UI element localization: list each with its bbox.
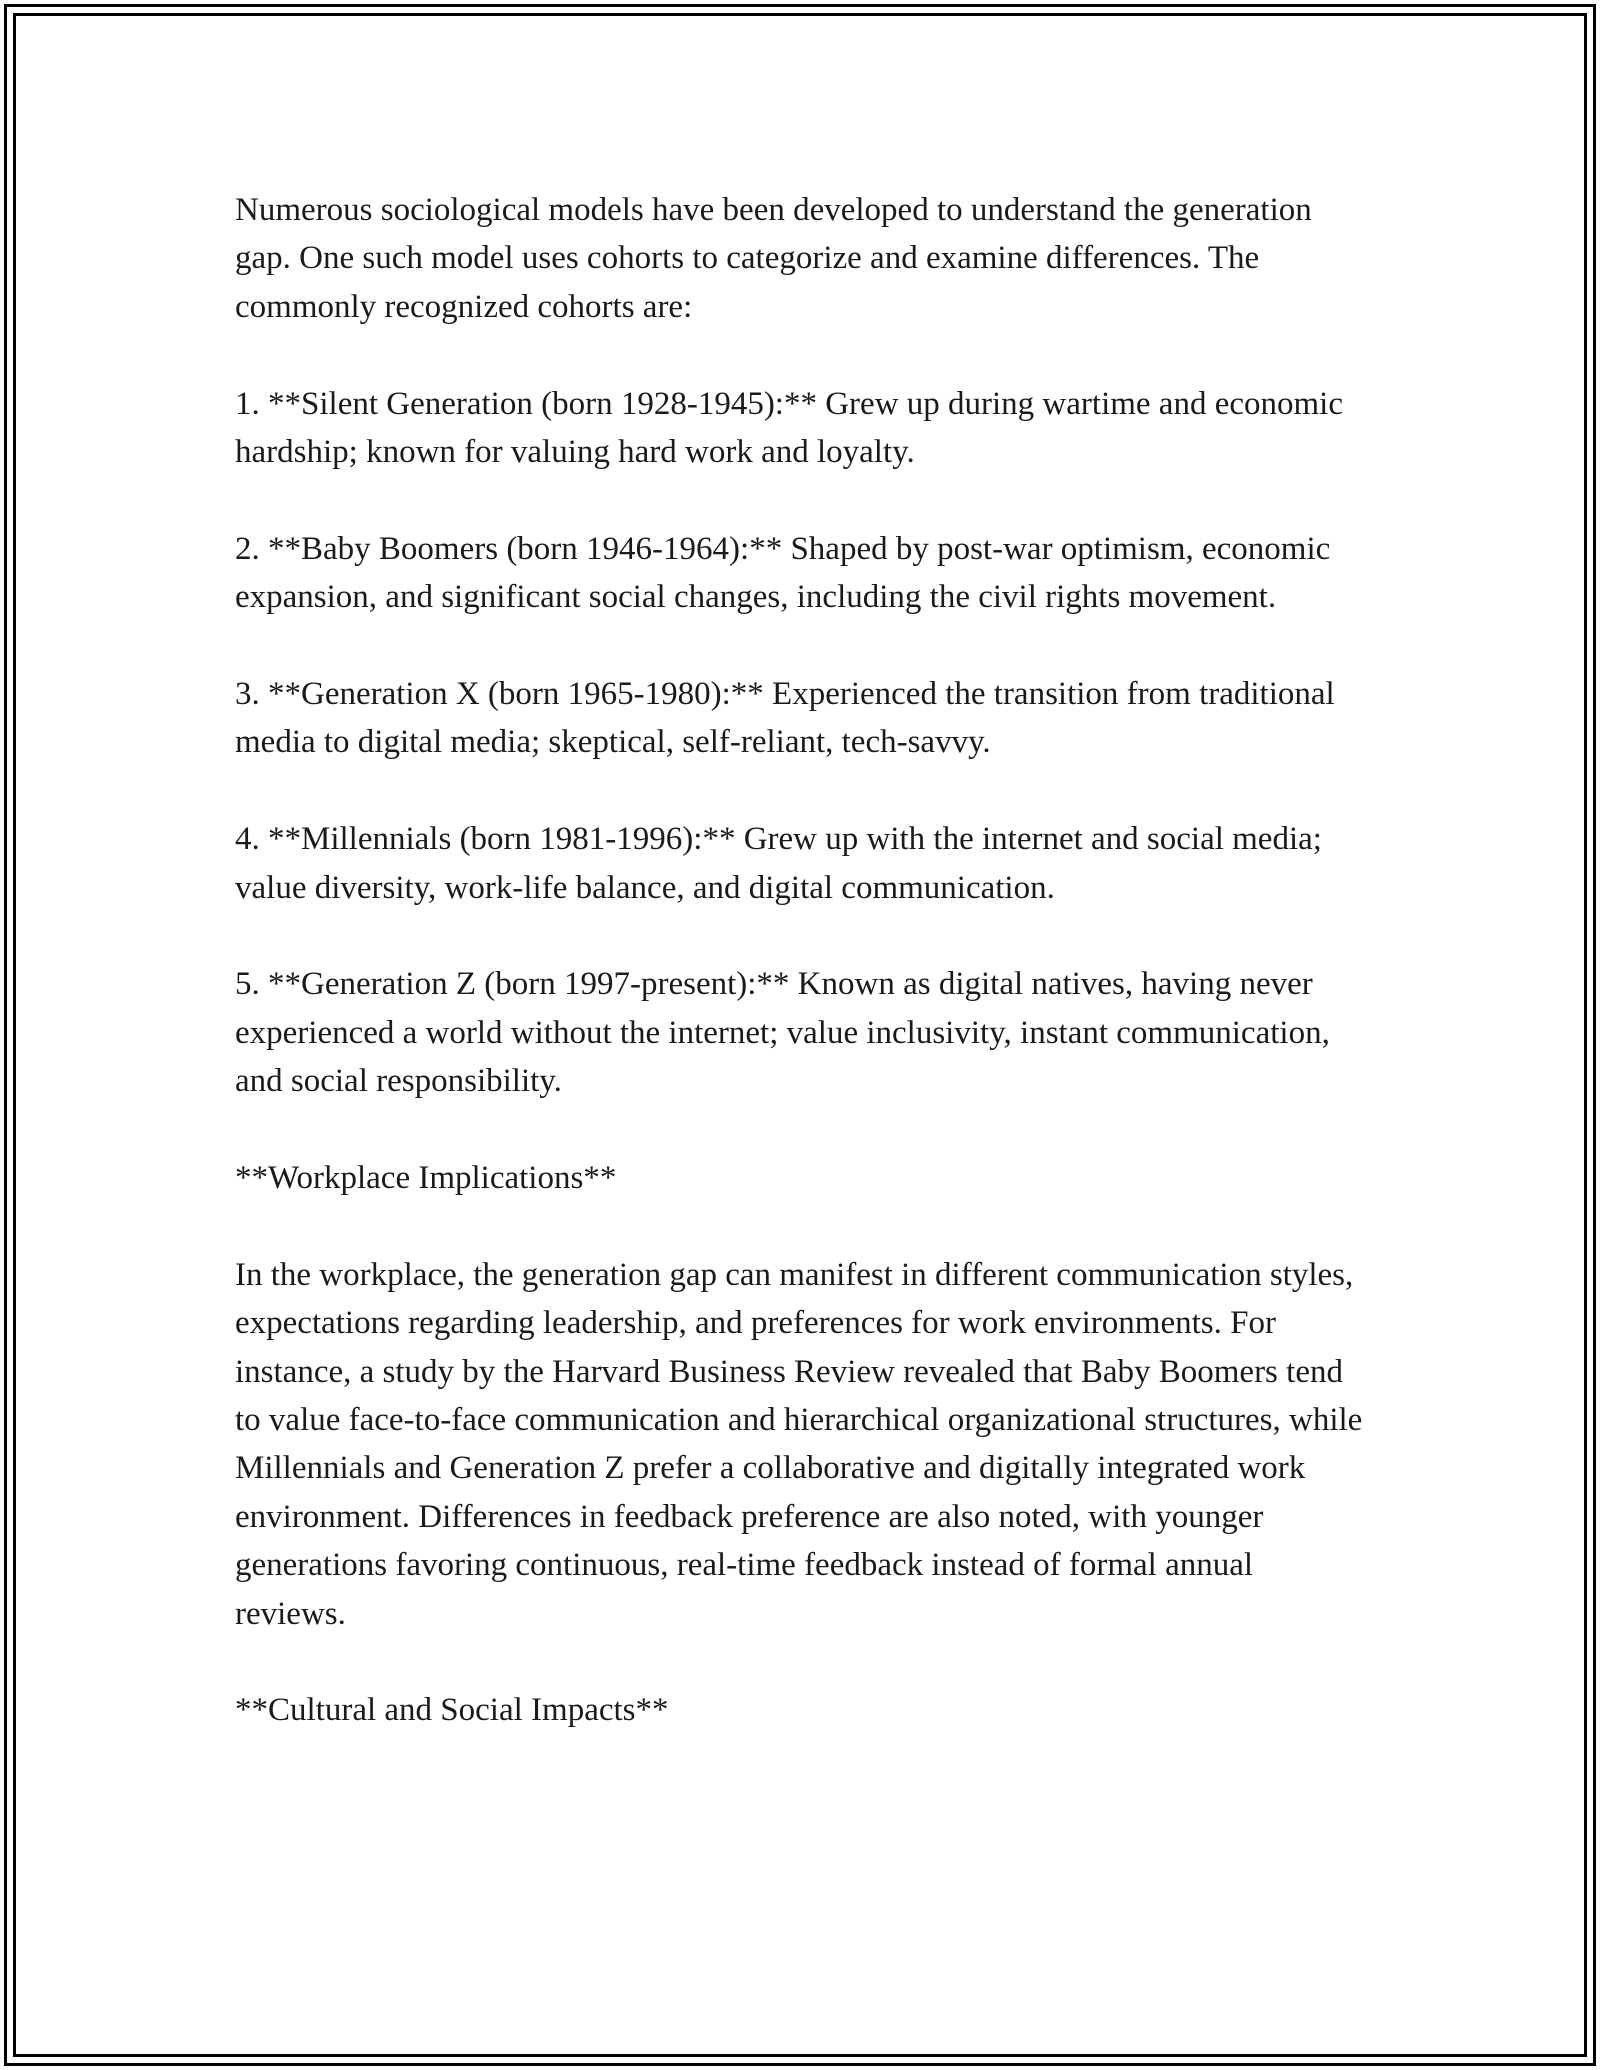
heading-workplace-implications: **Workplace Implications** (235, 1160, 617, 1197)
cohort-silent-generation: 1. **Silent Generation (born 1928-1945):** Grew up during wartime and economic hardship; known for valuing hard work and loyalty. (235, 385, 1343, 471)
document-body (235, 186, 1365, 1783)
intro-paragraph: Numerous sociological models have been developed to understand the generation gap. One such model uses cohorts to categorize and examine differences. The commonly recognized cohorts are: (235, 192, 1312, 325)
cohort-baby-boomers: 2. **Baby Boomers (born 1946-1964):** Shaped by post-war optimism, economic expansion, and significant social changes, including the civil rights movement. (235, 530, 1331, 616)
heading-cultural-social-impacts: **Cultural and Social Impacts** (235, 1692, 669, 1729)
cohort-millennials: 4. **Millennials (born 1981-1996):** Grew up with the internet and social media; value diversity, work-life balance, and digital communication. (235, 821, 1322, 906)
cohort-generation-x: 3. **Generation X (born 1965-1980):** Experienced the transition from traditional media to digital media; skeptical, self-reliant, tech-savvy. (235, 676, 1335, 761)
workplace-paragraph: In the workplace, the generation gap can manifest in different communication styles, expectations regarding leadership, and preferences for work environments. For instance, a study by the Harvard Business Review revealed that Baby Boomers tend to value face-to-face communication and hierarchical organizational structures, while Millennials and Generation Z prefer a collaborative and digitally integrated work environment. Differences in feedback preference are also noted, with younger generations favoring continuous, real-time feedback instead of formal annual reviews. (235, 1256, 1363, 1632)
cohort-generation-z: 5. **Generation Z (born 1997-present):** Known as digital natives, having never experienced a world without the internet; value inclusivity, instant communication, and social responsibility. (235, 966, 1330, 1100)
